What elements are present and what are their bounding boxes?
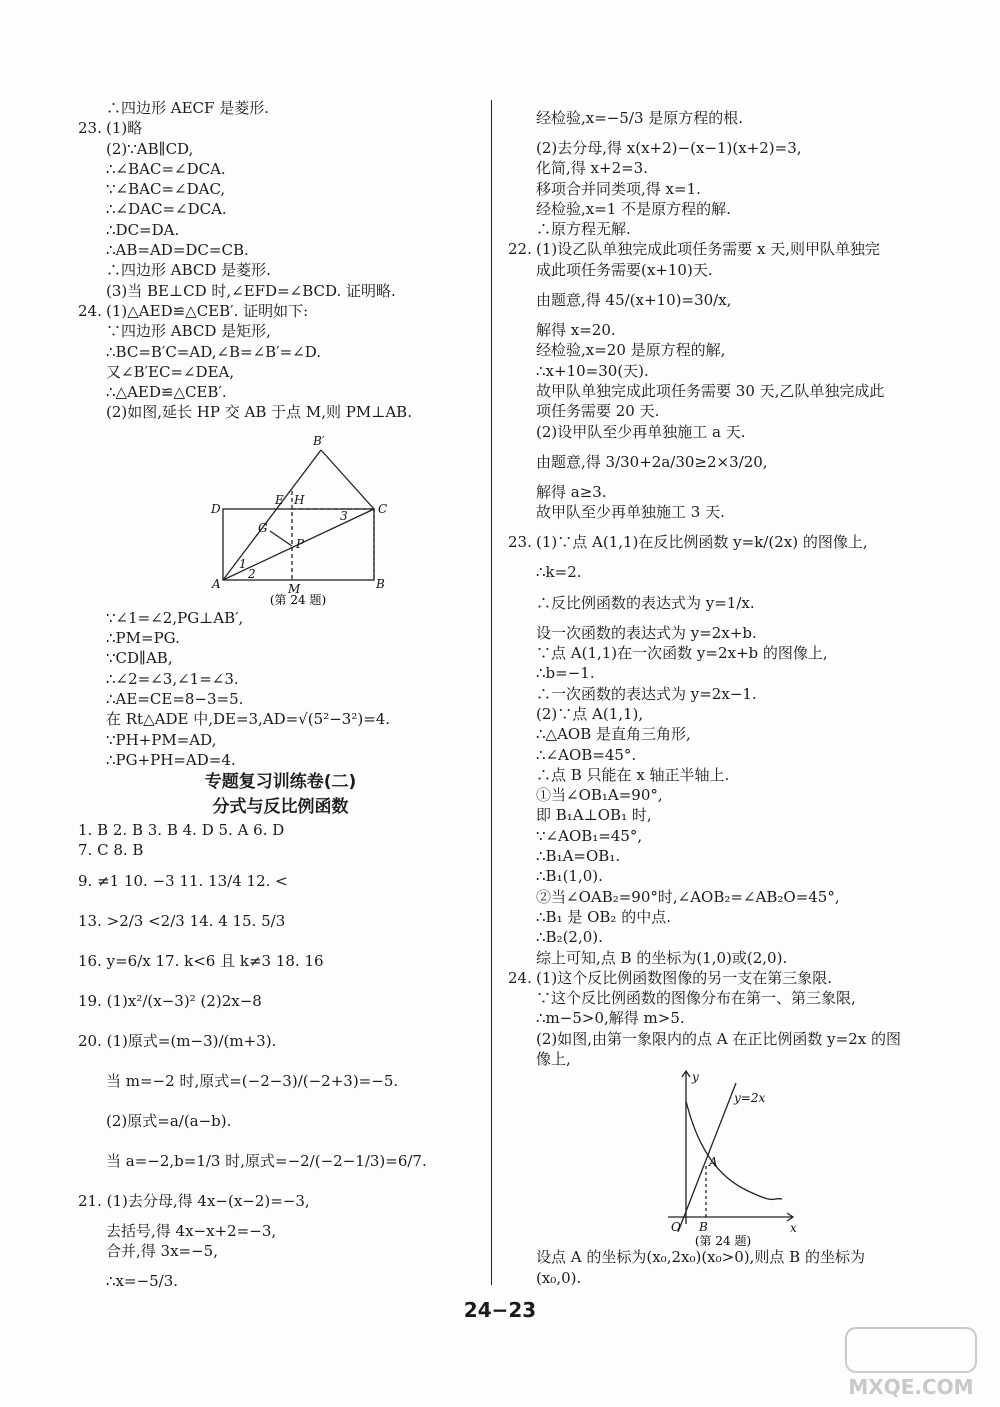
answer-line: [508, 158, 933, 178]
label-b: B: [376, 576, 385, 591]
answer-line: [78, 98, 483, 118]
answer-line: [508, 663, 933, 683]
answer-line: [508, 562, 933, 582]
answer-line: [78, 730, 483, 750]
left-answers-part3: [78, 820, 483, 1301]
answer-text: (1)略: [106, 119, 143, 138]
answer-text: 1. B 2. B 3. B 4. D 5. A 6. D: [78, 821, 285, 840]
answer-text: ∵PH+PM=AD,: [106, 730, 217, 749]
answer-line: [78, 750, 483, 770]
answer-line: [508, 442, 933, 482]
answer-line: [508, 239, 933, 259]
answer-text: (2)原式=a/(a−b).: [106, 1111, 232, 1130]
answer-text: 经检验,x=20 是原方程的解,: [536, 341, 726, 360]
answer-line: [78, 941, 483, 981]
answer-text: ∴PG+PH=AD=4.: [106, 750, 236, 769]
answer-line: [508, 988, 933, 1008]
answer-text: ∴PM=PG.: [106, 629, 180, 648]
function-graph: [508, 1069, 933, 1247]
answer-line: [508, 422, 933, 442]
answer-text: (2)如图,延长 HP 交 AB 于点 M,则 PM⊥AB.: [106, 403, 412, 422]
section-title: 专题复习训练卷(二): [204, 772, 357, 793]
answer-line: [508, 1008, 933, 1028]
answer-line: [508, 340, 933, 360]
answer-line: [78, 1061, 483, 1101]
answer-text: 7. C 8. B: [78, 841, 144, 860]
answer-text: 当 a=−2,b=1/3 时,原式=−2/(−2−1/3)=6/7.: [106, 1151, 427, 1170]
question-number: 23.: [78, 119, 102, 138]
answer-text: ∵∠BAC=∠DAC,: [106, 180, 226, 199]
answer-line: [508, 948, 933, 968]
label-point-a: A: [709, 1155, 718, 1170]
answer-line: [78, 1221, 483, 1241]
answer-line: [78, 139, 483, 159]
answer-text: (2)去分母,得 x(x+2)−(x−1)(x+2)=3,: [536, 139, 802, 157]
figure-24-graph: [508, 1069, 933, 1247]
answer-line: [508, 320, 933, 340]
answer-line: [508, 199, 933, 219]
answer-text: ∴△AOB 是直角三角形,: [536, 725, 691, 744]
answer-line: [78, 1141, 483, 1181]
answer-line: [508, 684, 933, 704]
answer-text: ∴x+10=30(天).: [536, 361, 649, 380]
answer-text: (1)设乙队单独完成此项任务需要 x 天,则甲队单独完: [536, 240, 881, 259]
answer-text: ∴B₁ 是 OB₂ 的中点.: [536, 907, 671, 926]
answer-line: [508, 866, 933, 886]
answer-text: ∴一次函数的表达式为 y=2x−1.: [536, 684, 757, 703]
answer-line: [508, 907, 933, 927]
column-divider: [491, 100, 492, 1285]
answer-line: [508, 968, 933, 988]
answer-line: [78, 240, 483, 260]
answer-line: [508, 381, 933, 401]
answer-line: [508, 502, 933, 522]
left-answers-part1: [78, 98, 483, 423]
answer-line: [508, 1268, 933, 1288]
answer-line: [78, 260, 483, 280]
answer-text: 成此项任务需要(x+10)天.: [536, 260, 713, 279]
answer-text: 故甲队至少再单独施工 3 天.: [536, 503, 725, 522]
answer-line: [508, 805, 933, 825]
label-c: C: [378, 501, 388, 516]
label-b-prime: B′: [313, 433, 325, 448]
label-y-axis: y: [692, 1070, 699, 1085]
answer-line: [78, 981, 483, 1021]
answer-line: [78, 301, 483, 321]
question-number: 22.: [508, 240, 532, 259]
answer-text: 在 Rt△ADE 中,DE=3,AD=√(5²−3²)=4.: [106, 710, 391, 729]
question-number: 24.: [78, 301, 102, 320]
answer-line: [508, 623, 933, 643]
answer-line: [508, 482, 933, 502]
answer-text: (1)∵点 A(1,1)在反比例函数 y=k/(2x) 的图像上,: [536, 533, 868, 552]
answer-text: ∴∠AOB=45°.: [536, 745, 637, 764]
answer-text: 经检验,x=−5/3 是原方程的根.: [536, 109, 744, 127]
label-m: M: [288, 581, 301, 596]
answer-text: ∵∠AOB₁=45°,: [536, 826, 643, 845]
answer-line: [508, 361, 933, 381]
label-p: P: [296, 536, 305, 551]
answer-text: 解得 x=20.: [536, 321, 616, 340]
answer-text: ∴∠BAC=∠DCA.: [106, 159, 226, 178]
watermark-logo: [786, 1322, 986, 1402]
rectangle-fold-diagram: [78, 423, 483, 608]
answer-text: 21. (1)去分母,得 4x−(x−2)=−3,: [78, 1191, 310, 1210]
answer-line: [508, 98, 933, 138]
answer-text: ∵∠1=∠2,PG⊥AB′,: [106, 608, 244, 627]
answer-text: ∵这个反比例函数的图像分布在第一、第三象限,: [536, 989, 856, 1008]
right-answers-part1: [508, 98, 933, 1069]
answer-text: 16. y=6/x 17. k<6 且 k≠3 18. 16: [78, 951, 324, 970]
answer-text: 19. (1)x²/(x−3)² (2)2x−8: [78, 991, 262, 1010]
answer-line: [78, 1021, 483, 1061]
answer-text: 综上可知,点 B 的坐标为(1,0)或(2,0).: [536, 948, 788, 967]
answer-text: 由题意,得 3/30+2a/30≥2×3/20,: [536, 452, 768, 471]
figure-caption: (第 24 题): [269, 592, 327, 607]
answer-line: [78, 861, 483, 901]
answer-line: [508, 927, 933, 947]
answer-text: 移项合并同类项,得 x=1.: [536, 179, 701, 198]
answer-text: 合并,得 3x=−5,: [106, 1242, 218, 1261]
answer-text: ∴DC=DA.: [106, 220, 180, 239]
answer-line: [78, 382, 483, 402]
answer-text: ∴B₁(1,0).: [536, 867, 603, 886]
answer-text: (2)∵AB∥CD,: [106, 139, 194, 158]
answer-line: [508, 704, 933, 724]
answer-line: [78, 689, 483, 709]
answer-line: [78, 628, 483, 648]
answer-text: ∴四边形 ABCD 是菱形.: [106, 261, 271, 280]
answer-line: [508, 260, 933, 280]
answer-line: [78, 342, 483, 362]
answer-text: ∴B₁A=OB₁.: [536, 847, 621, 866]
answer-line: [78, 901, 483, 941]
answer-line: [78, 1181, 483, 1221]
answer-line: [508, 745, 933, 765]
answer-text: ∴b=−1.: [536, 664, 595, 683]
answer-line: [78, 179, 483, 199]
answer-line: [508, 1049, 933, 1069]
answer-text: 20. (1)原式=(m−3)/(m+3).: [78, 1031, 277, 1050]
answer-line: [78, 118, 483, 138]
left-column: [78, 98, 483, 1301]
answer-line: [508, 846, 933, 866]
answer-text: ∴∠DAC=∠DCA.: [106, 200, 227, 219]
answer-line: [508, 785, 933, 805]
answer-line: [78, 709, 483, 729]
answer-line: [78, 1101, 483, 1141]
answer-text: (1)△AED≌△CEB′. 证明如下:: [106, 301, 309, 320]
answer-text: ①当∠OB₁A=90°,: [536, 786, 663, 805]
answer-text: ∴∠2=∠3,∠1=∠3.: [106, 669, 239, 688]
watermark-text: MXQE.COM: [848, 1375, 974, 1399]
answer-line: [78, 669, 483, 689]
answer-line: [508, 724, 933, 744]
answer-text: ∴x=−5/3.: [106, 1272, 179, 1291]
label-angle-2: 2: [248, 566, 256, 581]
left-answers-part2: [78, 608, 483, 770]
answer-text: 故甲队单独完成此项任务需要 30 天,乙队单独完成此: [536, 381, 885, 400]
answer-text: ②当∠OAB₂=90°时,∠AOB₂=∠AB₂O=45°,: [536, 887, 840, 906]
answer-text: 又∠B′EC=∠DEA,: [106, 362, 235, 381]
answer-line: [78, 820, 483, 840]
answer-line: [508, 887, 933, 907]
answer-text: 13. >2/3 <2/3 14. 4 15. 5/3: [78, 911, 286, 930]
label-e: E: [275, 492, 284, 507]
answer-text: (x₀,0).: [536, 1268, 582, 1287]
answer-text: (1)这个反比例函数图像的另一支在第三象限.: [536, 968, 833, 987]
answer-line: [508, 138, 933, 158]
answer-line: [78, 159, 483, 179]
answer-text: 即 B₁A⊥OB₁ 时,: [536, 806, 652, 825]
label-a: A: [212, 576, 221, 591]
answer-text: 设一次函数的表达式为 y=2x+b.: [536, 623, 757, 642]
answer-line: [508, 643, 933, 663]
answer-text: 9. ≠1 10. −3 11. 13/4 12. <: [78, 871, 288, 890]
figure-24-rectangle: [78, 423, 483, 608]
right-column: [508, 98, 933, 1288]
answer-text: ∴AE=CE=8−3=5.: [106, 689, 244, 708]
question-number: 24.: [508, 968, 532, 987]
answer-text: ∴B₂(2,0).: [536, 928, 603, 947]
label-angle-3: 3: [340, 508, 348, 523]
figure-caption: (第 24 题): [694, 1234, 752, 1248]
answer-text: ∴△AED≌△CEB′.: [106, 383, 227, 402]
answer-line: [78, 321, 483, 341]
answer-text: 去括号,得 4x−x+2=−3,: [106, 1221, 277, 1240]
answer-line: [78, 281, 483, 301]
answer-line: [508, 522, 933, 562]
label-x-axis: x: [790, 1221, 797, 1236]
answer-text: ∴AB=AD=DC=CB.: [106, 241, 249, 260]
answer-text: 经检验,x=1 不是原方程的解.: [536, 199, 731, 218]
answer-text: ∴四边形 AECF 是菱形.: [106, 99, 269, 117]
answer-text: 由题意,得 45/(x+10)=30/x,: [536, 291, 732, 310]
answer-line: [78, 199, 483, 219]
answer-line: [78, 1241, 483, 1261]
answer-line: [508, 179, 933, 199]
answer-text: ∴BC=B′C=AD,∠B=∠B′=∠D.: [106, 342, 322, 361]
label-d: D: [211, 501, 221, 516]
answer-line: [78, 402, 483, 422]
answer-line: [78, 840, 483, 860]
answer-line: [508, 280, 933, 320]
answer-line: [78, 1261, 483, 1301]
answer-text: ∴m−5>0,解得 m>5.: [536, 1009, 685, 1028]
answer-line: [508, 765, 933, 785]
answer-line: [78, 608, 483, 628]
right-answers-part2: [508, 1247, 933, 1288]
answer-text: ∵四边形 ABCD 是矩形,: [106, 322, 271, 341]
page-number: 24−23: [463, 1298, 537, 1322]
answer-text: ∴反比例函数的表达式为 y=1/x.: [536, 593, 755, 612]
label-point-b: B: [699, 1220, 708, 1235]
label-g: G: [258, 520, 268, 535]
answer-text: (2)∵点 A(1,1),: [536, 704, 644, 723]
answer-line: [508, 583, 933, 623]
answer-line: [78, 220, 483, 240]
answer-text: ∴点 B 只能在 x 轴正半轴上.: [536, 765, 730, 784]
answer-text: 项任务需要 20 天.: [536, 402, 660, 421]
answer-text: ∵CD∥AB,: [106, 649, 173, 668]
answer-text: (2)如图,由第一象限内的点 A 在正比例函数 y=2x 的图: [536, 1029, 901, 1048]
question-number: 23.: [508, 533, 532, 552]
label-h: H: [294, 492, 305, 507]
answer-text: 设点 A 的坐标为(x₀,2x₀)(x₀>0),则点 B 的坐标为: [536, 1248, 865, 1267]
answer-line: [508, 1247, 933, 1267]
answer-text: 解得 a≥3.: [536, 482, 607, 501]
answer-text: (3)当 BE⊥CD 时,∠EFD=∠BCD. 证明略.: [106, 281, 396, 300]
answer-line: [508, 219, 933, 239]
answer-line: [508, 1029, 933, 1049]
answer-line: [78, 648, 483, 668]
section-subtitle: 分式与反比例函数: [212, 797, 349, 818]
answer-text: ∵点 A(1,1)在一次函数 y=2x+b 的图像上,: [536, 644, 828, 663]
label-origin: O: [671, 1220, 681, 1235]
answer-text: ∴k=2.: [536, 563, 582, 582]
answer-text: 当 m=−2 时,原式=(−2−3)/(−2+3)=−5.: [106, 1071, 399, 1090]
answer-line: [508, 401, 933, 421]
answer-text: 化简,得 x+2=3.: [536, 159, 648, 178]
answer-text: ∴原方程无解.: [536, 220, 631, 239]
label-line: y=2x: [734, 1091, 766, 1106]
label-angle-1: 1: [239, 556, 247, 571]
answer-text: 像上,: [536, 1049, 571, 1068]
answer-line: [78, 362, 483, 382]
answer-text: (2)设甲队至少再单独施工 a 天.: [536, 422, 746, 441]
answer-line: [508, 826, 933, 846]
